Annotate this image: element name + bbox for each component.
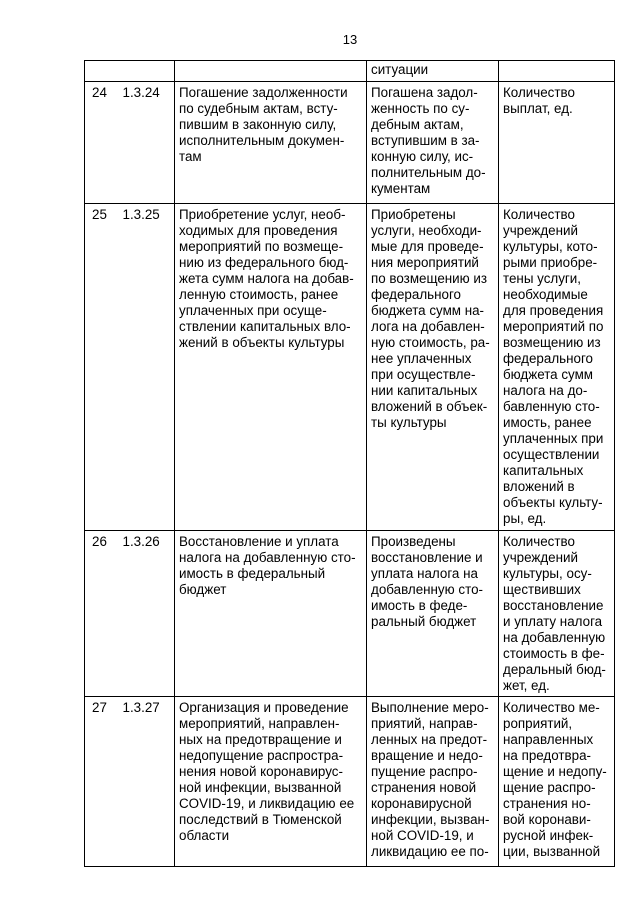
table-row-continuation	[85, 61, 615, 82]
measure-code-cell: 1.3.27	[117, 697, 175, 867]
measure-indicator-cell: Количество учреждений культуры, кото- рыми приобре- тены услуги, необходимые для проведения мероприятий по возмещению из федерального бюджета сумм налога на до- бавленную сто- имость, ранее уплаченных при осуществлении капитальных вложений в объекты культу- ры, ед.	[499, 204, 615, 531]
measure-indicator-cell: Количество выплат, ед.	[499, 82, 615, 204]
row-number-cell: 24	[85, 82, 117, 204]
measure-result-cell: Выполнение меро- приятий, направ- ленных на предот- вращение и недо- пущение распро- странения новой коронавирусной инфекции, вызван- ной COVID-19, и ликвидацию ее по-	[367, 697, 499, 867]
measure-indicator-cell: Количество ме- роприятий, направленных на предотвра- щение и недопу- щение распро- странения но- вой коронави- русной инфек- ции, вызванной	[499, 697, 615, 867]
table-row	[85, 531, 615, 697]
measures-table	[84, 60, 615, 867]
measure-result-cell: Произведены восстановление и уплата налога на добавленную сто- имость в феде- ральный бюджет	[367, 531, 499, 697]
row-number-cell: 26	[85, 531, 117, 697]
measure-name-cell: Организация и проведение мероприятий, направлен- ных на предотвращение и недопущение распростра- нения новой коронавирус- ной инфекции, вызванной COVID-19, и ликвидацию ее последствий в Тюменской области	[175, 697, 367, 867]
measure-name-cell	[175, 61, 367, 82]
measure-result-cell: ситуации	[367, 61, 499, 82]
measure-result-cell: Погашена задол- женность по су- дебным актам, вступившим в за- конную силу, ис- полнительным до- кументам	[367, 82, 499, 204]
table-row	[85, 82, 615, 204]
table-row	[85, 204, 615, 531]
measure-code-cell: 1.3.25	[117, 204, 175, 531]
measure-code-cell: 1.3.26	[117, 531, 175, 697]
measure-indicator-cell	[499, 61, 615, 82]
measure-name-cell: Приобретение услуг, необ- ходимых для проведения мероприятий по возмеще- нию из федерального бюд- жета сумм налога на добав- ленную стоимость, ранее уплаченных при осуще- ствлении капитальных вло- жений в объекты культуры	[175, 204, 367, 531]
measure-code-cell: 1.3.24	[117, 82, 175, 204]
row-number-cell	[85, 61, 117, 82]
row-number-cell: 25	[85, 204, 117, 531]
measure-result-cell: Приобретены услуги, необходи- мые для проведе- ния мероприятий по возмещению из федерального бюджета сумм на- лога на добавлен- ную стоимость, ра- нее уплаченных при осуществле- нии капитальных вложений в объек- ты культуры	[367, 204, 499, 531]
row-number-cell: 27	[85, 697, 117, 867]
measure-indicator-cell: Количество учреждений культуры, осу- ществивших восстановление и уплату налога на добавленную стоимость в фе- деральный бюд- жет, ед.	[499, 531, 615, 697]
measure-code-cell	[117, 61, 175, 82]
page-number: 13	[342, 32, 358, 47]
measure-name-cell: Восстановление и уплата налога на добавленную сто- имость в федеральный бюджет	[175, 531, 367, 697]
table-row	[85, 697, 615, 867]
measure-name-cell: Погашение задолженности по судебным актам, всту- пившим в законную силу, исполнительным докумен- там	[175, 82, 367, 204]
